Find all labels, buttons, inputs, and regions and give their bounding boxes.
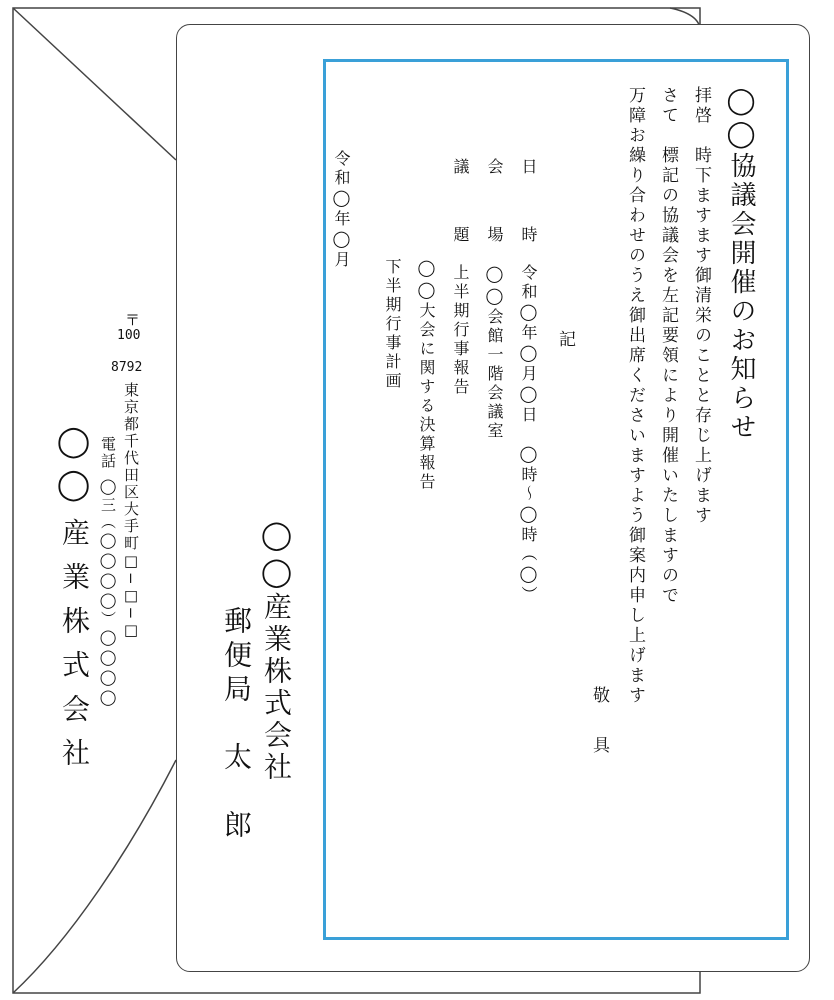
- letter-greeting: 拝啓 時下ますます御清栄のことと存じ上げます: [691, 86, 711, 526]
- letter-closing: 敬 具: [589, 686, 609, 761]
- envelope-company-top: ◯◯: [56, 424, 91, 510]
- agenda-label: 議 題: [451, 158, 470, 260]
- issue-date: 令和◯年◯月: [332, 150, 351, 270]
- postal-code-2: 8792: [111, 360, 143, 375]
- venue-value: ◯◯会館一階会議室: [485, 264, 504, 441]
- agenda-item-3: 下半期行事計画: [383, 258, 402, 391]
- envelope-phone: 電話 ◯三（◯◯◯◯）◯◯◯◯: [99, 436, 117, 708]
- postal-mark: 〒: [123, 312, 141, 329]
- letter-ki: 記: [555, 330, 575, 350]
- letter-body-2: 万障お繰り合わせのうえ御出席くださいますよう御案内申し上げます: [625, 86, 645, 706]
- postal-code-1: 100: [117, 328, 141, 343]
- letter-title: ◯◯協議会開催のお知らせ: [726, 86, 756, 442]
- date-value: 令和◯年◯月◯日 ◯時〜◯時（◯）: [519, 264, 538, 605]
- envelope-company-bottom: 産業株式会社: [58, 518, 91, 782]
- sender-name: 郵便局 太 郎: [220, 606, 253, 844]
- venue-label: 会 場: [485, 158, 504, 260]
- letter-body-1: さて 標記の協議会を左記要領により開催いたしますので: [658, 86, 678, 606]
- date-label: 日 時: [519, 158, 538, 260]
- agenda-item-1: 上半期行事報告: [451, 264, 470, 397]
- envelope-address: 東京都千代田区大手町□−□−□: [122, 382, 140, 642]
- agenda-item-2: ◯◯大会に関する決算報告: [417, 258, 436, 492]
- letter-frame: [323, 59, 789, 940]
- sender-company: ◯◯産業株式会社: [260, 518, 293, 784]
